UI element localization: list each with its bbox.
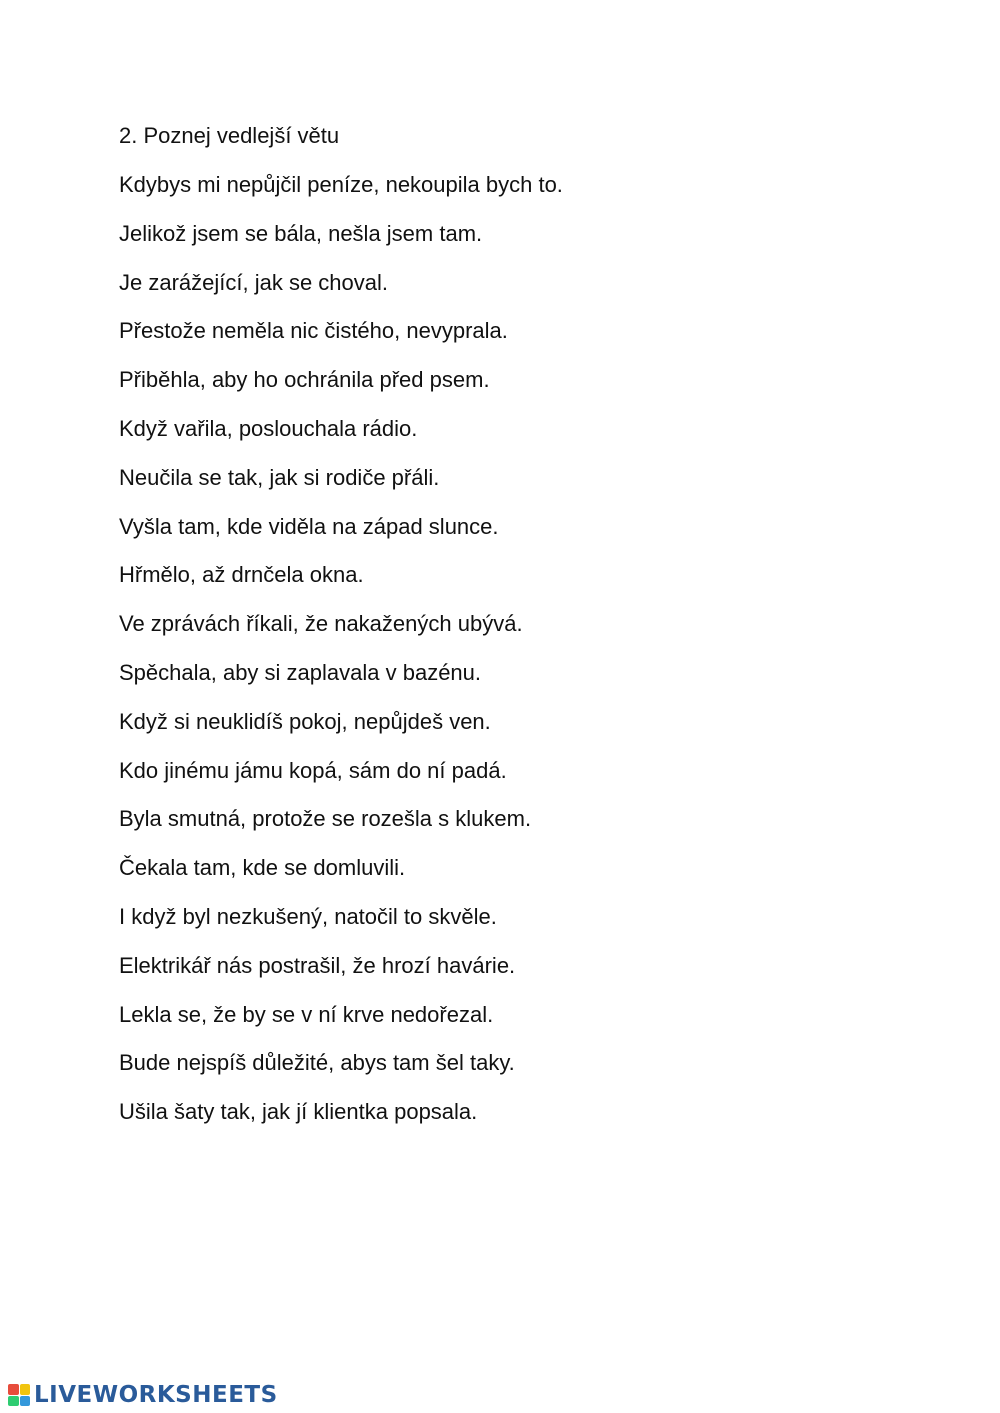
sentence-item: Bude nejspíš důležité, abys tam šel taky.	[119, 1050, 515, 1076]
sentence-item: Vyšla tam, kde viděla na západ slunce.	[119, 513, 499, 539]
sentence-item: Kdybys mi nepůjčil peníze, nekoupila bych to.	[119, 172, 563, 197]
sentence-item: Lekla se, že by se v ní krve nedořezal.	[119, 1001, 494, 1027]
logo-square-yellow	[20, 1384, 31, 1395]
logo-square-green	[8, 1396, 19, 1407]
logo-square-blue	[20, 1396, 31, 1407]
sentence-item: Je zarážející, jak se choval.	[119, 269, 389, 295]
sentence-item: Kdo jinému jámu kopá, sám do ní padá.	[119, 757, 507, 783]
sentence-list	[119, 171, 563, 1147]
sentence-item: Jelikož jsem se bála, nešla jsem tam.	[119, 220, 483, 246]
sentence-item: Byla smutná, protože se rozešla s klukem.	[119, 806, 532, 832]
liveworksheets-footer[interactable]	[8, 1380, 278, 1410]
exercise-title: 2. Poznej vedlejší větu	[119, 123, 340, 148]
sentence-item: Ve zprávách říkali, že nakažených ubývá.	[119, 611, 523, 637]
liveworksheets-logo-icon	[8, 1384, 30, 1406]
sentence-item: Čekala tam, kde se domluvili.	[119, 855, 406, 881]
logo-square-red	[8, 1384, 19, 1395]
brand-name: LIVEWORKSHEETS	[34, 1382, 278, 1408]
sentence-item: Spěchala, aby si zaplavala v bazénu.	[119, 659, 482, 685]
sentence-item: Když si neuklidíš pokoj, nepůjdeš ven.	[119, 708, 491, 734]
sentence-item: Přestože neměla nic čistého, nevyprala.	[119, 318, 508, 344]
sentence-item: Když vařila, poslouchala rádio.	[119, 415, 418, 441]
sentence-item: I když byl nezkušený, natočil to skvěle.	[119, 903, 497, 929]
sentence-item: Přiběhla, aby ho ochránila před psem.	[119, 367, 490, 393]
sentence-item: Elektrikář nás postrašil, že hrozí havárie.	[119, 952, 516, 978]
sentence-item: Ušila šaty tak, jak jí klientka popsala.	[119, 1099, 478, 1125]
sentence-item: Neučila se tak, jak si rodiče přáli.	[119, 464, 440, 490]
sentence-item: Hřmělo, až drnčela okna.	[119, 562, 364, 588]
